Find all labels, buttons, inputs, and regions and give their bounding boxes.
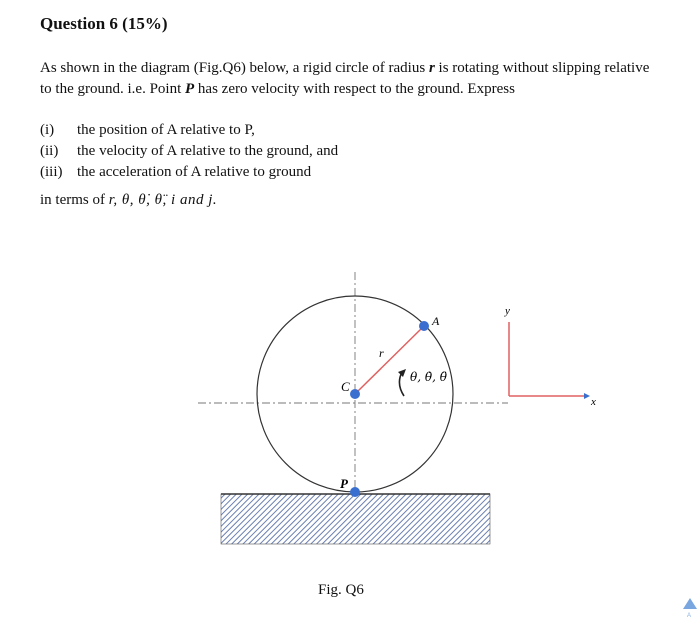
ground-hatch (221, 494, 490, 544)
label-p: P (340, 476, 348, 491)
terms-math: r, θ, θ̇, θ̈, i and j. (108, 192, 218, 208)
nav-label: A (687, 613, 692, 619)
terms-prefix: in terms of (40, 192, 109, 208)
figure-caption: Fig. Q6 (318, 582, 364, 598)
intro-r: r (428, 60, 435, 76)
item-number: (ii) (40, 143, 59, 159)
intro-text-1: As shown in the diagram (Fig.Q6) below, a rigid circle of radius (40, 60, 429, 76)
item-number: (iii) (40, 164, 63, 180)
point-a (419, 321, 429, 331)
question-title: Question 6 (15%) (40, 14, 168, 33)
item-text: the position of A relative to P, (77, 122, 255, 138)
point-c (350, 389, 360, 399)
intro-P: P (185, 81, 195, 97)
label-a: A (432, 314, 440, 328)
intro-text-2: is rotating without slipping relative to the ground. i.e. Point (40, 60, 650, 97)
item-text: the velocity of A relative to the ground, and (77, 143, 339, 159)
item-text: the acceleration of A relative to ground (77, 164, 312, 180)
label-y: y (505, 305, 510, 317)
label-c: C (341, 379, 350, 394)
item-number: (i) (40, 122, 55, 138)
x-axis-arrowhead (584, 393, 590, 399)
label-r: r (379, 346, 384, 360)
label-theta: θ, θ̇, θ̈ (410, 370, 447, 384)
page-up-icon[interactable] (683, 598, 697, 609)
label-x: x (591, 396, 596, 408)
point-p (350, 487, 360, 497)
intro-text-3: has zero velocity with respect to the ground. Express (194, 81, 515, 97)
rotation-arrow-head (398, 369, 406, 377)
